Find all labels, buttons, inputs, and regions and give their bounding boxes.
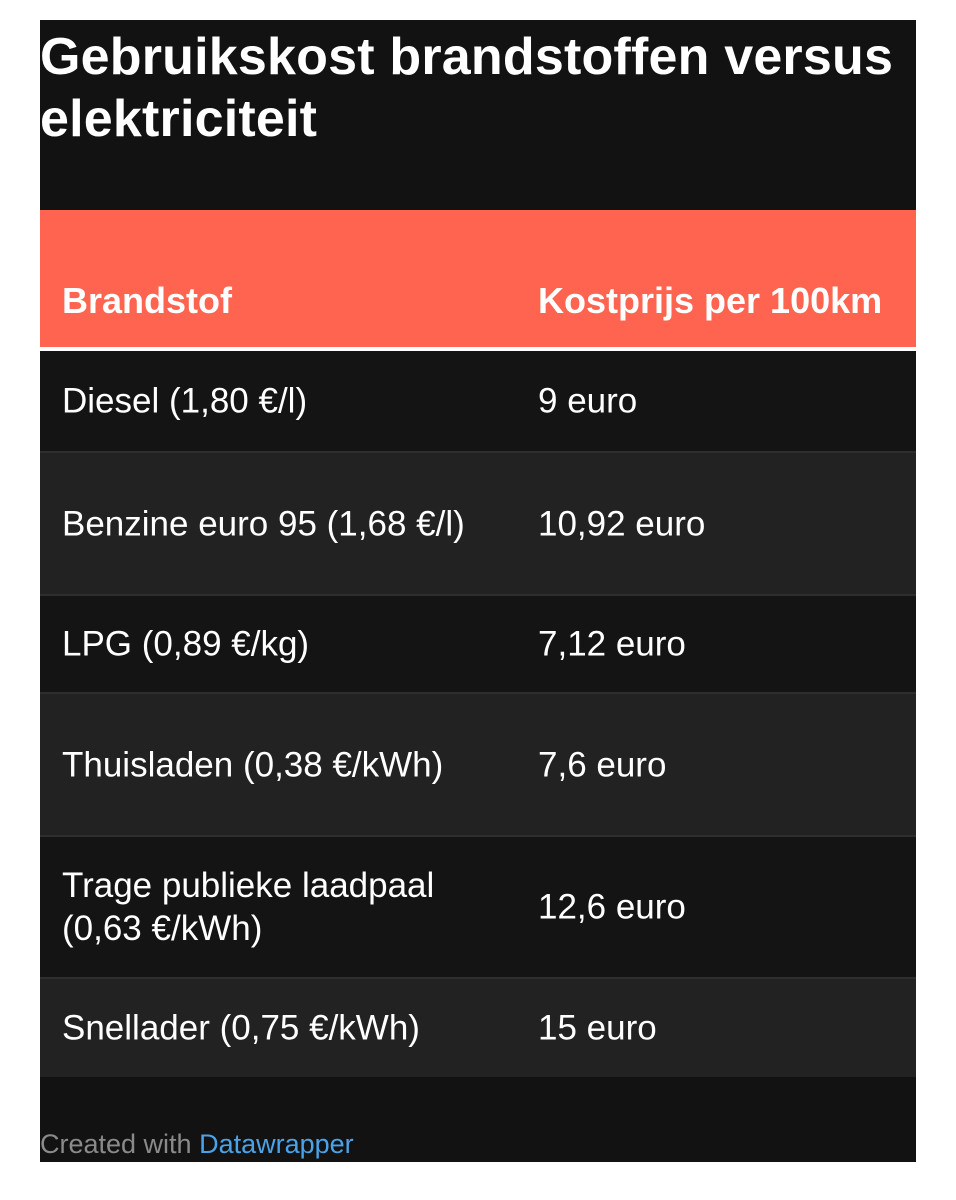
cell-fuel: Benzine euro 95 (1,68 €/l) — [62, 504, 465, 543]
cell-fuel: Trage publieke laadpaal (0,63 €/kWh) — [62, 866, 435, 948]
table-row — [40, 596, 916, 694]
chart-card — [40, 20, 916, 1162]
cell-cost: 15 euro — [538, 1008, 657, 1048]
table-row — [40, 351, 916, 453]
data-table — [40, 210, 916, 1077]
column-header-cost: Kostprijs per 100km — [538, 280, 883, 321]
cell-fuel: Thuisladen (0,38 €/kWh) — [62, 745, 444, 784]
table-header — [40, 210, 916, 351]
credit-prefix: Created with — [40, 1129, 200, 1159]
cell-cost: 10,92 euro — [538, 504, 706, 543]
cell-fuel: LPG (0,89 €/kg) — [62, 624, 310, 664]
cell-cost: 7,6 euro — [538, 745, 667, 784]
cell-cost: 12,6 euro — [538, 887, 686, 927]
table-row — [40, 837, 916, 979]
column-header-fuel: Brandstof — [62, 280, 232, 321]
credit-footer — [40, 1129, 354, 1160]
chart-title: Gebruikskost brandstoffen versus elektriciteit — [40, 28, 894, 148]
cell-cost: 9 euro — [538, 381, 638, 421]
cell-cost: 7,12 euro — [538, 624, 686, 664]
cell-fuel: Snellader (0,75 €/kWh) — [62, 1008, 420, 1048]
datawrapper-link[interactable]: Datawrapper — [199, 1129, 354, 1159]
table-row — [40, 979, 916, 1077]
cell-fuel: Diesel (1,80 €/l) — [62, 381, 308, 421]
table-row — [40, 694, 916, 837]
table-row — [40, 453, 916, 596]
